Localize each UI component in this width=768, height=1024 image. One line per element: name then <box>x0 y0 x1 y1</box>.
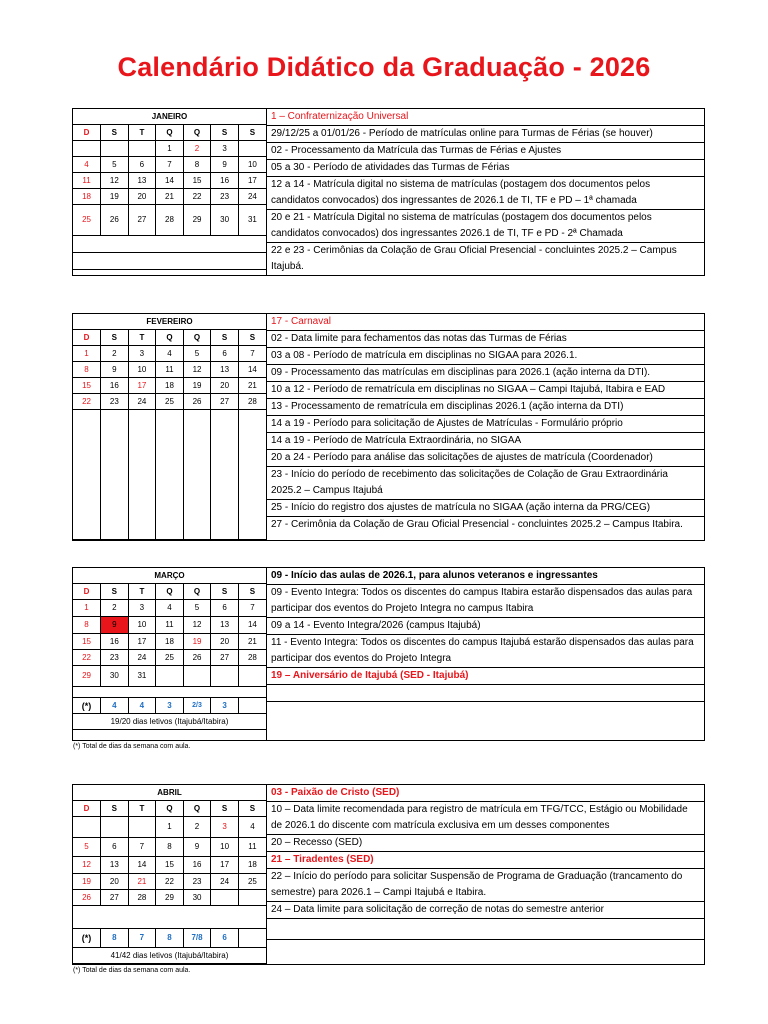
class-day-count: 8 <box>101 929 129 948</box>
event-item: 19 – Aniversário de Itajubá (SED - Itajubá) <box>267 668 704 685</box>
weekday-header: S <box>101 801 129 817</box>
day-cell: 14 <box>156 173 184 189</box>
calendar-grid <box>73 785 267 964</box>
event-item: 02 - Data limite para fechamentos das notas das Turmas de Férias <box>267 331 704 348</box>
event-item: 1 – Confraternização Universal <box>267 109 704 126</box>
weekday-header: S <box>101 584 129 600</box>
day-cell: 13 <box>101 857 129 874</box>
weekday-header: T <box>128 125 156 141</box>
calendar-grid <box>73 109 267 275</box>
event-item: 29/12/25 a 01/01/26 - Período de matrículas online para Turmas de Férias (se houver) <box>267 126 704 143</box>
weekday-header: Q <box>156 125 184 141</box>
weekday-header: S <box>238 125 266 141</box>
weekday-header: S <box>238 330 266 346</box>
day-cell: 22 <box>156 874 184 890</box>
event-item: 10 – Data limite recomendada para registro de matrícula em TFG/TCC, Estágio ou Mobilidade de 2026.1 do discente com matrícula exclusiva em um desses componentes <box>267 802 704 835</box>
event-item: 12 a 14 - Matrícula digital no sistema de matrículas (postagem dos documentos pelos candidatos convocados) dos ingressantes de 2026.1 de TI, TF e PD – 1ª chamada <box>267 177 704 210</box>
day-cell: 8 <box>183 157 211 173</box>
day-cell: 15 <box>183 173 211 189</box>
day-cell: 18 <box>73 189 101 205</box>
class-day-count: 4 <box>101 698 129 714</box>
day-cell: 12 <box>73 857 101 874</box>
day-cell: 5 <box>73 838 101 857</box>
weekday-header: S <box>238 801 266 817</box>
day-cell: 14 <box>238 362 266 378</box>
day-cell: 7 <box>238 600 266 617</box>
day-cell: 20 <box>101 874 129 890</box>
weekday-header: T <box>128 584 156 600</box>
day-cell: 1 <box>73 600 101 617</box>
day-cell: 12 <box>183 617 211 634</box>
day-cell: 19 <box>73 874 101 890</box>
day-cell: 21 <box>156 189 184 205</box>
class-day-count: 3 <box>156 698 184 714</box>
day-cell: 5 <box>101 157 129 173</box>
events-list <box>267 314 704 540</box>
day-cell: 27 <box>211 650 239 666</box>
class-day-count: 4 <box>128 698 156 714</box>
day-cell: 22 <box>73 650 101 666</box>
footnote: (*) Total de dias da semana com aula. <box>73 967 191 974</box>
day-cell: 11 <box>73 173 101 189</box>
day-cell: 27 <box>101 890 129 906</box>
footnote: (*) Total de dias da semana com aula. <box>73 743 191 750</box>
day-cell: 5 <box>183 600 211 617</box>
events-list <box>267 785 704 964</box>
day-cell: 27 <box>128 205 156 236</box>
event-item: 22 – Início do período para solicitar Suspensão de Programa de Graduação (trancamento do semestre) para 2026.1 – Campi Itajubá e Itabira. <box>267 869 704 902</box>
month-name: ABRIL <box>73 785 266 801</box>
day-cell <box>128 141 156 157</box>
day-cell <box>101 817 129 838</box>
day-cell: 9 <box>183 838 211 857</box>
event-item: 14 a 19 - Período de Matrícula Extraordinária, no SIGAA <box>267 433 704 450</box>
day-cell: 24 <box>238 189 266 205</box>
day-cell: 30 <box>211 205 239 236</box>
day-cell: 3 <box>211 141 239 157</box>
event-item: 09 a 14 - Evento Integra/2026 (campus Itajubá) <box>267 618 704 635</box>
day-cell: 26 <box>183 650 211 666</box>
calendar-grid <box>73 314 267 540</box>
event-item: 23 - Início do período de recebimento das solicitações de Colação de Grau Extraordinária 2025.2 – Campus Itajubá <box>267 467 704 500</box>
weekday-header: S <box>211 801 239 817</box>
day-cell: 26 <box>73 890 101 906</box>
event-item: 13 - Processamento de rematrícula em disciplinas 2026.1 (ação interna da DTI) <box>267 399 704 416</box>
weekday-header: Q <box>156 801 184 817</box>
day-cell <box>238 141 266 157</box>
day-cell: 16 <box>183 857 211 874</box>
day-cell: 7 <box>156 157 184 173</box>
day-cell: 1 <box>156 141 184 157</box>
event-item: 27 - Cerimônia da Colação de Grau Oficial Presencial - concluintes 2025.2 – Campus Itabira. <box>271 519 683 530</box>
class-day-count: 6 <box>211 929 239 948</box>
day-cell: 16 <box>101 634 129 650</box>
weekday-header: S <box>101 125 129 141</box>
day-cell: 3 <box>128 346 156 362</box>
event-item: 17 - Carnaval <box>267 314 704 331</box>
day-cell: 16 <box>211 173 239 189</box>
day-cell: 31 <box>238 205 266 236</box>
event-item: 14 a 19 - Período para solicitação de Ajustes de Matrículas - Formulário próprio <box>267 416 704 433</box>
day-cell: 1 <box>156 817 184 838</box>
total-school-days: 19/20 dias letivos (Itajubá/Itabira) <box>73 714 266 730</box>
day-cell: 7 <box>128 838 156 857</box>
day-cell: 28 <box>238 650 266 666</box>
day-cell: 2 <box>101 600 129 617</box>
month-february <box>72 313 705 541</box>
day-cell: 19 <box>183 634 211 650</box>
day-cell: 31 <box>128 666 156 687</box>
month-name: MARÇO <box>73 568 266 584</box>
day-cell: 27 <box>211 394 239 410</box>
day-cell: 3 <box>128 600 156 617</box>
day-cell: 25 <box>156 650 184 666</box>
day-cell: 10 <box>128 362 156 378</box>
day-cell: 2 <box>183 817 211 838</box>
day-cell: 25 <box>156 394 184 410</box>
month-name: JANEIRO <box>73 109 266 125</box>
day-cell: 1 <box>73 346 101 362</box>
event-item: 05 a 30 - Período de atividades das Turmas de Férias <box>267 160 704 177</box>
class-day-count: 7/8 <box>183 929 211 948</box>
day-cell: 9 <box>101 362 129 378</box>
day-cell: 19 <box>183 378 211 394</box>
count-label: (*) <box>73 698 101 714</box>
class-day-count: 2/3 <box>183 698 211 714</box>
day-cell: 30 <box>101 666 129 687</box>
day-cell: 3 <box>211 817 239 838</box>
day-cell: 12 <box>101 173 129 189</box>
day-cell: 23 <box>101 394 129 410</box>
day-cell: 14 <box>238 617 266 634</box>
day-cell: 7 <box>238 346 266 362</box>
day-cell: 10 <box>128 617 156 634</box>
day-cell: 29 <box>183 205 211 236</box>
weekday-header: Q <box>156 330 184 346</box>
page-title: Calendário Didático da Graduação - 2026 <box>117 52 651 82</box>
day-cell: 18 <box>238 857 266 874</box>
weekday-header: S <box>211 584 239 600</box>
day-cell: 4 <box>238 817 266 838</box>
day-cell <box>101 141 129 157</box>
day-cell: 21 <box>238 378 266 394</box>
day-cell: 26 <box>101 205 129 236</box>
day-cell: 28 <box>238 394 266 410</box>
day-cell: 13 <box>211 617 239 634</box>
day-cell: 16 <box>101 378 129 394</box>
day-cell: 14 <box>128 857 156 874</box>
day-cell: 20 <box>128 189 156 205</box>
day-cell: 13 <box>128 173 156 189</box>
day-cell: 2 <box>183 141 211 157</box>
class-day-count: 8 <box>156 929 184 948</box>
day-cell: 25 <box>73 205 101 236</box>
class-day-count: 7 <box>128 929 156 948</box>
events-list <box>267 109 704 275</box>
day-cell: 17 <box>128 378 156 394</box>
event-item: 20 a 24 - Período para análise das solicitações de ajustes de matrícula (Coordenador) <box>267 450 704 467</box>
day-cell: 23 <box>211 189 239 205</box>
day-cell: 4 <box>156 600 184 617</box>
day-cell: 29 <box>156 890 184 906</box>
day-cell: 24 <box>128 394 156 410</box>
total-school-days: 41/42 dias letivos (Itajubá/Itabira) <box>73 948 266 964</box>
day-cell: 18 <box>156 634 184 650</box>
weekday-header: D <box>73 584 101 600</box>
day-cell: 11 <box>156 617 184 634</box>
day-cell: 11 <box>156 362 184 378</box>
event-item: 09 - Processamento das matrículas em disciplinas para 2026.1 (ação interna da DTI). <box>267 365 704 382</box>
day-cell: 21 <box>128 874 156 890</box>
event-item: 11 - Evento Integra: Todos os discentes do campus Itajubá estarão dispensados das aulas para participar dos eventos do Projeto Integra <box>267 635 704 668</box>
event-item: 20 e 21 - Matrícula Digital no sistema de matrículas (postagem dos documentos pelos candidatos convocados) dos ingressantes 2026.1 de TI, TF e PD - 2ª Chamada <box>267 210 704 243</box>
day-cell <box>128 817 156 838</box>
weekday-header: Q <box>183 801 211 817</box>
day-cell: 8 <box>156 838 184 857</box>
day-cell: 22 <box>183 189 211 205</box>
event-item: 24 – Data limite para solicitação de correção de notas do semestre anterior <box>267 902 704 919</box>
day-cell: 9 <box>211 157 239 173</box>
day-cell: 28 <box>128 890 156 906</box>
event-item: 09 - Início das aulas de 2026.1, para alunos veteranos e ingressantes <box>267 568 704 585</box>
day-cell: 21 <box>238 634 266 650</box>
weekday-header: D <box>73 330 101 346</box>
event-item: 02 - Processamento da Matrícula das Turmas de Férias e Ajustes <box>267 143 704 160</box>
day-cell: 6 <box>101 838 129 857</box>
event-item: 03 a 08 - Período de matrícula em disciplinas no SIGAA para 2026.1. <box>267 348 704 365</box>
day-cell: 4 <box>156 346 184 362</box>
day-cell: 4 <box>73 157 101 173</box>
day-cell: 24 <box>211 874 239 890</box>
day-cell: 26 <box>183 394 211 410</box>
event-item: 22 e 23 - Cerimônias da Colação de Grau Oficial Presencial - concluintes 2025.2 – Campus Itajubá. <box>271 245 677 272</box>
day-cell: 6 <box>211 600 239 617</box>
day-cell: 6 <box>128 157 156 173</box>
count-label: (*) <box>73 929 101 948</box>
day-cell: 20 <box>211 634 239 650</box>
day-cell <box>73 817 101 838</box>
weekday-header: S <box>211 125 239 141</box>
event-item: 25 - Início do registro dos ajustes de matrícula no SIGAA (ação interna da PRG/CEG) <box>267 500 704 517</box>
day-cell: 17 <box>211 857 239 874</box>
weekday-header: S <box>238 584 266 600</box>
weekday-header: Q <box>183 584 211 600</box>
day-cell: 13 <box>211 362 239 378</box>
day-cell: 29 <box>73 666 101 687</box>
weekday-header: D <box>73 125 101 141</box>
day-cell: 8 <box>73 617 101 634</box>
day-cell: 20 <box>211 378 239 394</box>
day-cell: 15 <box>73 378 101 394</box>
event-item: 10 a 12 - Período de rematrícula em disciplinas no SIGAA – Campi Itajubá, Itabira e EAD <box>267 382 704 399</box>
event-item: 21 – Tiradentes (SED) <box>267 852 704 869</box>
events-list <box>267 568 704 740</box>
day-cell: 23 <box>101 650 129 666</box>
month-march <box>72 567 705 750</box>
day-cell: 10 <box>211 838 239 857</box>
weekday-header: D <box>73 801 101 817</box>
day-cell: 23 <box>183 874 211 890</box>
day-cell: 17 <box>128 634 156 650</box>
event-item: 09 - Evento Integra: Todos os discentes do campus Itabira estarão dispensados das aulas para participar dos eventos do Projeto Integra no campus Itabira <box>267 585 704 618</box>
day-cell: 17 <box>238 173 266 189</box>
day-cell: 30 <box>183 890 211 906</box>
day-cell: 5 <box>183 346 211 362</box>
month-april <box>72 784 705 974</box>
day-cell: 22 <box>73 394 101 410</box>
day-cell: 12 <box>183 362 211 378</box>
event-item: 20 – Recesso (SED) <box>267 835 704 852</box>
day-cell <box>73 141 101 157</box>
day-cell: 28 <box>156 205 184 236</box>
day-cell: 10 <box>238 157 266 173</box>
day-cell: 11 <box>238 838 266 857</box>
day-cell: 8 <box>73 362 101 378</box>
calendar-grid <box>73 568 267 740</box>
day-cell: 15 <box>73 634 101 650</box>
weekday-header: Q <box>156 584 184 600</box>
weekday-header: Q <box>183 330 211 346</box>
day-cell: 6 <box>211 346 239 362</box>
weekday-header: S <box>101 330 129 346</box>
day-cell: 2 <box>101 346 129 362</box>
weekday-header: S <box>211 330 239 346</box>
class-day-count: 3 <box>211 698 239 714</box>
day-cell-highlighted: 9 <box>101 617 129 634</box>
day-cell: 19 <box>101 189 129 205</box>
day-cell: 25 <box>238 874 266 890</box>
weekday-header: Q <box>183 125 211 141</box>
month-name: FEVEREIRO <box>73 314 266 330</box>
day-cell: 18 <box>156 378 184 394</box>
day-cell: 24 <box>128 650 156 666</box>
weekday-header: T <box>128 801 156 817</box>
day-cell: 15 <box>156 857 184 874</box>
weekday-header: T <box>128 330 156 346</box>
month-january <box>72 108 705 276</box>
event-item: 03 - Paixão de Cristo (SED) <box>267 785 704 802</box>
